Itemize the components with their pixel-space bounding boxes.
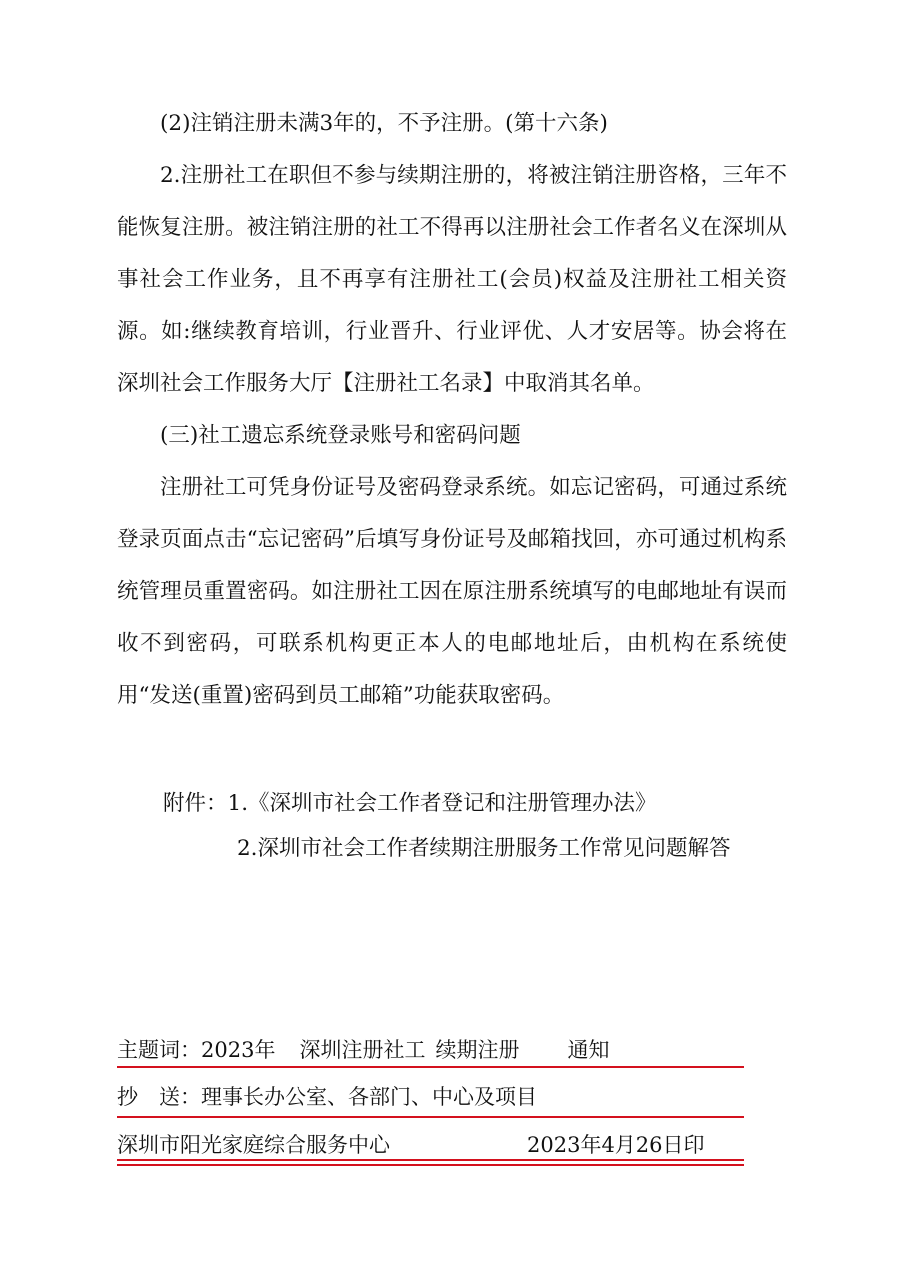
keyword: 深圳注册社工 (299, 1038, 426, 1062)
red-double-rule-top (117, 1159, 744, 1161)
paragraph-text: 注册社工可凭身份证号及密码登录系统。如忘记密码，可通过系统登录页面点击“忘记密码”后填写身份证号及邮箱找回，亦可通过机构系统管理员重置密码。如注册社工因在原注册系统填写的电邮地址有误而收不到密码，可联系机构更正本人的电邮地址后，由机构在系统使用“发送(重置)密码到员工邮箱”功能获取密码。 (117, 475, 787, 708)
cc-line (117, 1077, 743, 1117)
cc-label: 抄 送： (117, 1085, 201, 1109)
paragraph-non-renewal (117, 150, 787, 410)
issuer-name: 深圳市阳光家庭综合服务中心 (117, 1133, 390, 1157)
red-rule-divider (117, 1116, 744, 1118)
section-heading-password (117, 410, 787, 462)
attachment-label: 附件： (163, 791, 228, 816)
paragraph-text: 2.注册社工在职但不参与续期注册的，将被注销注册咨格，三年不能恢复注册。被注销注册的社工不得再以注册社会工作者名义在深圳从事社会工作业务，且不再享有注册社工(会员)权益及注册社工相关资源。如:继续教育培训，行业晋升、行业评优、人才安居等。协会将在深圳社会工作服务大厅【注册社工名录】中取消其名单。 (117, 163, 787, 396)
keyword: 通知 (567, 1038, 610, 1062)
keyword: 2023年 (201, 1038, 276, 1062)
keywords-line (117, 1030, 743, 1070)
attachment-item-1-text: 1.《深圳市社会工作者登记和注册管理办法》 (227, 791, 657, 816)
section-heading-text: (三)社工遗忘系统登录账号和密码问题 (160, 423, 521, 448)
attachment-item-2 (117, 823, 787, 875)
attachment-item-2-text: 2.深圳市社会工作者续期注册服务工作常见问题解答 (237, 836, 731, 861)
red-double-rule-bottom (117, 1164, 744, 1166)
cc-recipients: 理事长办公室、各部门、中心及项目 (201, 1085, 537, 1109)
print-date: 2023年4月26日印 (527, 1133, 705, 1157)
red-rule-divider (117, 1066, 744, 1068)
keywords-label: 主题词： (117, 1038, 201, 1062)
paragraph-cancellation-rule (117, 98, 787, 150)
paragraph-text: (2)注销注册未满3年的，不予注册。(第十六条) (160, 111, 608, 136)
paragraph-password-recovery (117, 462, 787, 722)
keyword: 续期注册 (435, 1038, 520, 1062)
